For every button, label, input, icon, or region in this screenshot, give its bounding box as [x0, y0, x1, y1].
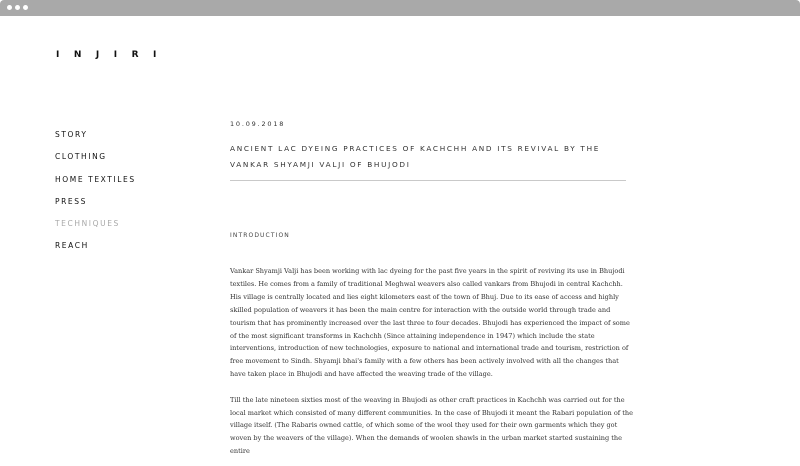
nav-item-clothing[interactable]: CLOTHING	[55, 152, 107, 162]
post-title: ANCIENT LAC DYEING PRACTICES OF KACHCHH AND ITS REVIVAL BY THE VANKAR SHYAMJI VALJI OF BHUJODI	[230, 144, 601, 169]
nav-item-press[interactable]: PRESS	[55, 196, 87, 206]
window-dot-icon[interactable]	[23, 5, 28, 10]
nav-item-home-textiles[interactable]: HOME TEXTILES	[55, 174, 136, 184]
nav-item-techniques[interactable]: TECHNIQUES	[55, 219, 120, 229]
site-logo[interactable]: INJIRI	[56, 50, 171, 60]
window-dot-icon[interactable]	[7, 5, 12, 10]
title-divider	[230, 180, 626, 181]
article-paragraph: Vankar Shyamji Valji has been working with lac dyeing for the past five years in the spirit of reviving its use in Bhujodi textiles. He comes from a family of traditional Meghwal weavers also called vankars from Bhujodi in central Kachchh. His village is centrally located and lies eight kilometers east of the town of Bhuj. Due to its ease of access and highly skilled population of weavers it has been the main centre for interaction with the outside world through trade and tourism that has prominently increased over the last three to four decades. Bhujodi has experienced the impact of some of the most significant transforms in Kachchh (Since attaining independence in 1947) which include the state interventions, introduction of new technologies, exposure to national and international trade and tourism, restriction of free movement to Sindh. Shyamji bhai's family with a few others has been actively involved with all the changes that have taken place in Bhujodi and have affected the weaving trade of the village.	[230, 267, 630, 379]
nav-item-reach[interactable]: REACH	[55, 241, 89, 251]
nav-item-story[interactable]: STORY	[55, 130, 88, 139]
section-heading: INTRODUCTION	[230, 232, 290, 239]
post-date: 10.09.2018	[230, 120, 286, 128]
browser-title-bar	[0, 0, 800, 16]
main-nav	[55, 129, 136, 263]
window-dot-icon[interactable]	[15, 5, 20, 10]
article-paragraph: Till the late nineteen sixties most of the weaving in Bhujodi as other craft practices in Kachchh was carried out for the local market which consisted of many different communities. In the case of Bhujodi it meant the Rabari population of the village itself. (The Rabaris owned cattle, of which some of the wool they used for their own garments which they got woven by the weavers of the village). When the demands of woolen shawls in the urban market started sustaining the entire	[230, 395, 634, 456]
article-body	[230, 265, 635, 466]
